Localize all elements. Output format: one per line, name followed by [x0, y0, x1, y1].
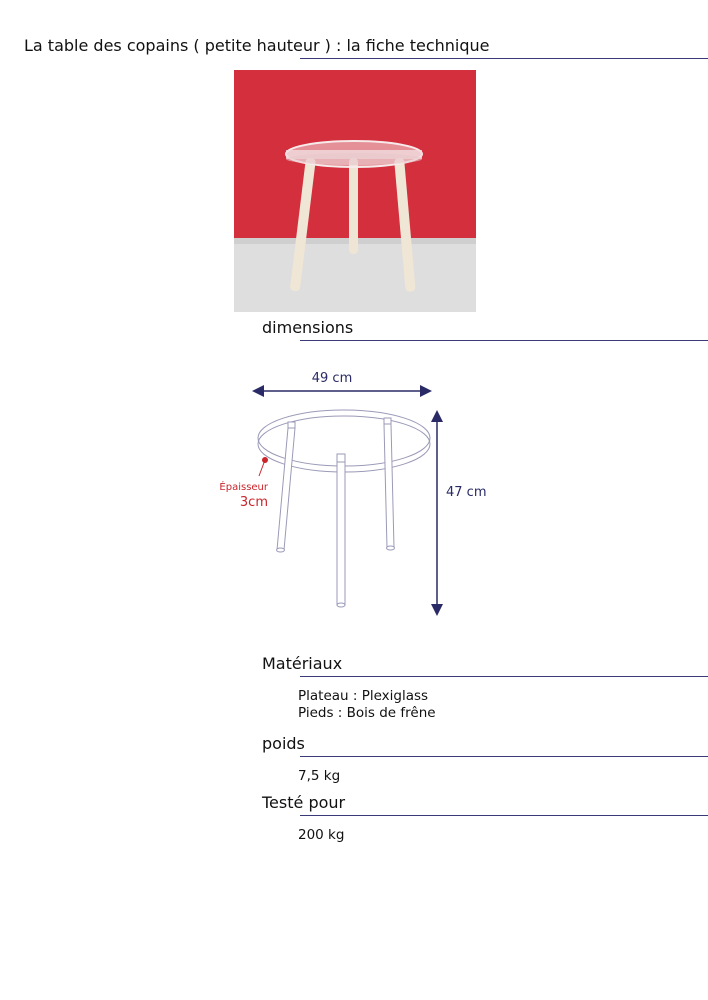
thickness-label: Épaisseur — [219, 482, 268, 493]
weight-divider — [300, 756, 708, 757]
diagram-legs — [277, 418, 395, 607]
weight-heading: poids — [262, 734, 305, 753]
dimension-diagram — [214, 360, 504, 620]
height-label: 47 cm — [446, 485, 487, 500]
material-item-plateau: Plateau : Plexiglass — [298, 688, 429, 704]
dimensions-divider — [300, 340, 708, 341]
product-photo — [234, 70, 476, 312]
width-label: 49 cm — [311, 371, 353, 386]
materials-divider — [300, 676, 708, 677]
tested-divider — [300, 815, 708, 816]
dimensions-heading: dimensions — [262, 318, 354, 337]
page-title: La table des copains ( petite hauteur ) : la fiche technique — [24, 36, 490, 55]
material-item-pieds: Pieds : Bois de frêne — [298, 705, 436, 721]
tested-value: 200 kg — [298, 827, 345, 843]
tested-heading: Testé pour — [262, 793, 346, 812]
photo-leg — [349, 158, 358, 254]
weight-value: 7,5 kg — [298, 768, 341, 784]
title-divider — [300, 58, 708, 59]
materials-heading: Matériaux — [262, 654, 343, 673]
thickness-value: 3cm — [239, 495, 268, 510]
